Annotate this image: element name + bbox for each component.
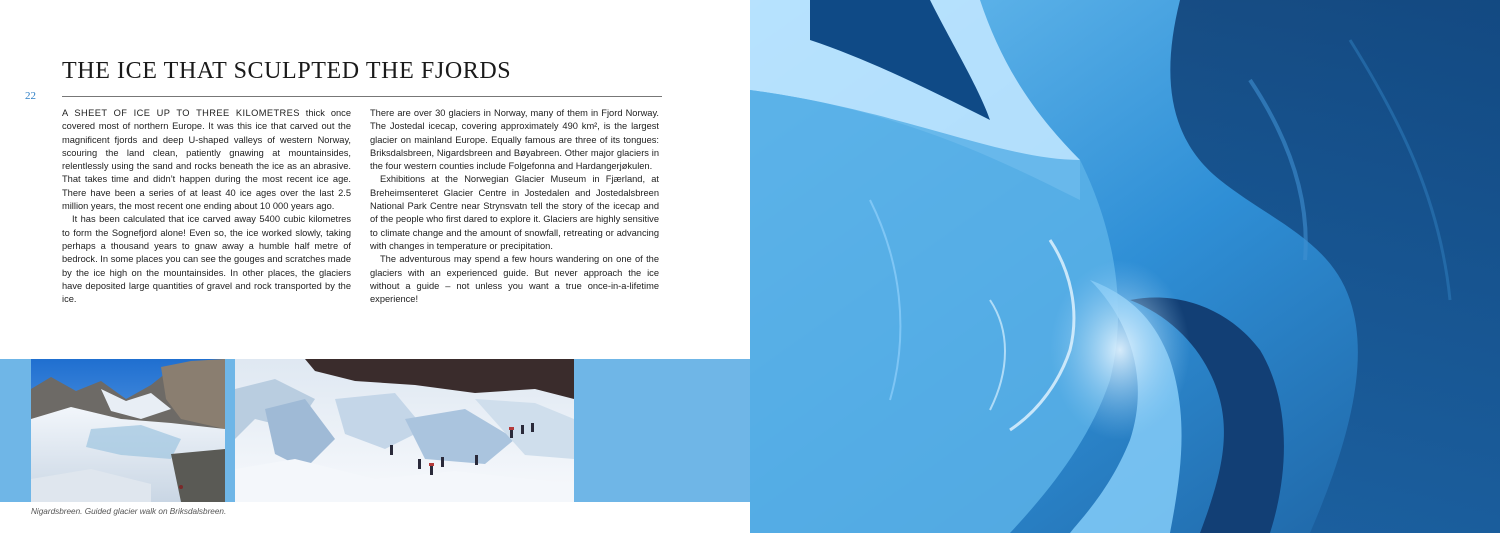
photo-caption: Nigardsbreen. Guided glacier walk on Briksdalsbreen. [31, 507, 227, 516]
paragraph-text: thick once covered most of northern Europe. It was this ice that carved out the magnificent fjords and deep U-shaped valleys of western Norway, scouring the land clean, patiently gnawing at mountainsides, relentlessly using the sand and rocks beneath the ice as an abrasive. That takes time and didn’t happen during the most recent ice age. There have been a series of at least 40 ice ages over the last 2.5 million years, the most recent one ending about 10 000 years ago. [62, 108, 351, 212]
text-column-left [62, 107, 351, 306]
page-title: THE ICE THAT SCULPTED THE FJORDS [62, 58, 512, 84]
text-column-right [370, 107, 659, 306]
blue-ice-cave-photo [750, 0, 1500, 533]
paragraph [62, 107, 351, 213]
guided-glacier-walk-photo [235, 359, 574, 502]
lead-in: A SHEET OF ICE UP TO THREE KILOMETRES [62, 108, 300, 118]
title-rule [62, 96, 662, 97]
paragraph: Exhibitions at the Norwegian Glacier Museum in Fjærland, at Breheimsenteret Glacier Centre in Jostedalen and Jostedalsbreen National Park Centre near Strynsvatn tell the story of the icecap and of the people who first dared to explore it. Glaciers are highly sensitive to climate change and the amount of snowfall, retreating or advancing with changes in temperature or precipitation. [370, 174, 659, 251]
paragraph: It has been calculated that ice carved away 5400 cubic kilometres to form the Sognefjord alone! Even so, the ice worked slowly, taking perhaps a thousand years to gnaw away a humble half metre of bedrock. In some places you can see the gouges and scratches made by the ice high on the mountainsides. In other places, the glaciers have deposited large quantities of gravel and rock transported by the ice. [62, 214, 351, 305]
paragraph: There are over 30 glaciers in Norway, many of them in Fjord Norway. The Jostedal icecap, covering approximately 490 km², is the largest glacier on mainland Europe. Equally famous are three of its tongues: Briksdalsbreen, Nigardsbreen and Bøyabreen. Other major glaciers in the four western counties include Folgefonna and Hardangerjøkulen. [370, 108, 659, 172]
paragraph: The adventurous may spend a few hours wandering on one of the glaciers with an experienced guide. But never approach the ice without a guide – not unless you want a true once-in-a-lifetime experience! [370, 254, 659, 305]
page-number: 22 [25, 90, 36, 102]
glacier-tongue-photo [31, 359, 225, 502]
